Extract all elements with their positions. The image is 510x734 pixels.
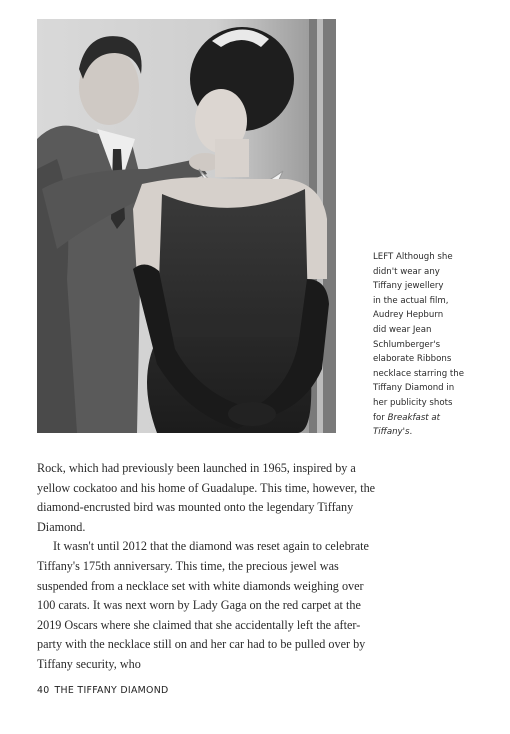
running-title: THE TIFFANY DIAMOND <box>54 685 169 696</box>
caption-line: Although she <box>396 252 453 262</box>
body-text <box>37 459 377 675</box>
caption-line: Tiffany Diamond in <box>373 383 455 394</box>
photo-audrey-hepburn <box>37 19 336 433</box>
body-paragraph: It wasn't until 2012 that the diamond was reset again to celebrate Tiffany's 175th anniversary. This time, the precious jewel was suspended from a necklace set with white diamonds weighing over 100 carats. It was next worn by Lady Gaga on the red carpet at the 2019 Oscars where she claimed that she accidentally left the after-party with the necklace still on and her car had to be pulled over by Tiffany security, who <box>37 539 369 671</box>
caption-line: Schlumberger's <box>373 339 441 350</box>
caption-line: necklace starring the <box>373 368 464 379</box>
page-footer <box>37 685 169 696</box>
caption-film-title: Tiffany's <box>373 427 410 438</box>
caption-line: in the actual film, <box>373 295 449 306</box>
caption-line: did wear Jean <box>373 324 432 335</box>
caption-line: didn't wear any <box>373 266 440 277</box>
caption-line: her publicity shots <box>373 397 453 408</box>
caption-end: . <box>409 427 413 438</box>
caption-line: for <box>373 412 388 423</box>
caption-line: Tiffany jewellery <box>373 281 444 292</box>
caption-label: LEFT <box>373 252 394 262</box>
caption-film-title: Breakfast at <box>387 412 441 423</box>
page-number: 40 <box>37 685 50 696</box>
body-paragraph: Rock, which had previously been launched in 1965, inspired by a yellow cockatoo and his home of Guadalupe. This time, however, the diamond-encrusted bird was mounted onto the legendary Tiffany Diamond. <box>37 461 376 534</box>
caption-line: elaborate Ribbons <box>373 354 452 365</box>
photo-caption <box>373 250 493 440</box>
caption-line: Audrey Hepburn <box>373 310 444 321</box>
